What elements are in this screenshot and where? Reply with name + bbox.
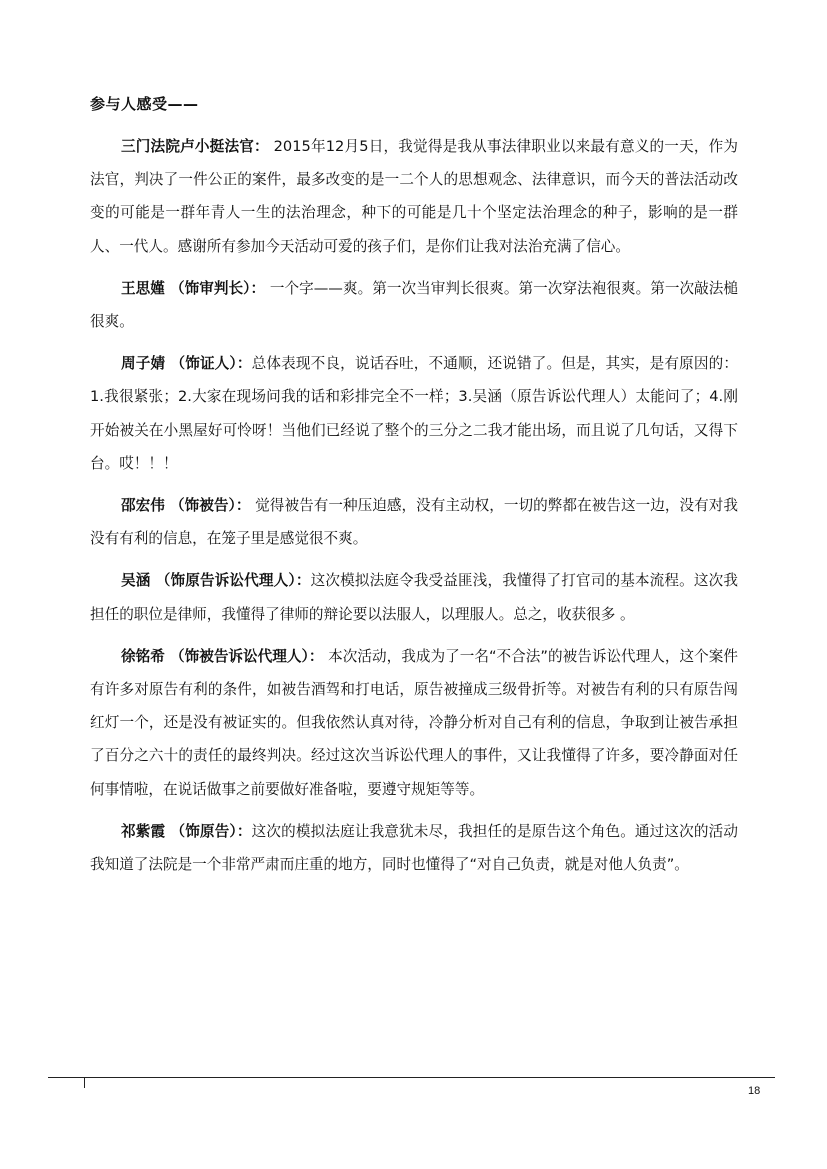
- testimonial-paragraph: [90, 130, 738, 263]
- testimonial-paragraph: [90, 564, 738, 630]
- speaker-name: 周子婧 （饰证人）：: [121, 355, 252, 373]
- testimonial-text: 这次的模拟法庭让我意犹未尽，我担任的是原告这个角色。通过这次的活动我知道了法院是一个非常严肃而庄重的地方，同时也懂得了“对自己负责，就是对他人负责”。: [90, 822, 738, 874]
- speaker-name: 祁紫霞 （饰原告）：: [121, 822, 252, 840]
- speaker-name: 三门法院卢小挺法官：: [121, 138, 269, 155]
- testimonial-text: 一个字——爽。第一次当审判长很爽。第一次穿法袍很爽。第一次敲法槌很爽。: [90, 279, 738, 331]
- testimonials: [90, 130, 738, 890]
- testimonial-text: 本次活动，我成为了一名“不合法”的被告诉讼代理人，这个案件有许多对原告有利的条件，如被告酒驾和打电话，原告被撞成三级骨折等。对被告有利的只有原告闯红灯一个，还是没有被证实的。但我依然认真对待，冷静分析对自己有利的信息，争取到让被告承担了百分之六十的责任的最终判决。经过这次当诉讼代理人的事件，又让我懂得了许多，要冷静面对任何事情啦，在说话做事之前要做好准备啦，要遵守规矩等等。: [90, 647, 738, 798]
- testimonial-paragraph: [90, 489, 738, 555]
- testimonial-text: 总体表现不良，说话吞吐，不通顺，还说错了。但是，其实，是有原因的： 1.我很紧张；2.大家在现场问我的话和彩排完全不一样；3.吴涵（原告诉讼代理人）太能问了；4.刚开始被关在小黑屋好可怜呀！当他们已经说了整个的三分之二我才能出场，而且说了几句话，又得下台。哎！！！: [90, 355, 738, 472]
- footer-divider: [48, 1077, 775, 1078]
- testimonial-paragraph: [90, 640, 738, 806]
- page-number: 18: [748, 1085, 761, 1097]
- footer-tick-mark: [84, 1078, 85, 1088]
- speaker-name: 邵宏伟 （饰被告）：: [121, 497, 251, 515]
- testimonial-paragraph: [90, 815, 738, 881]
- speaker-name: 王思嫤 （饰审判长）：: [121, 279, 266, 297]
- speaker-name: 徐铭希 （饰被告诉讼代理人）：: [121, 647, 324, 665]
- speaker-name: 吴涵 （饰原告诉讼代理人）：: [121, 572, 311, 590]
- testimonial-text: 觉得被告有一种压迫感，没有主动权，一切的弊都在被告这一边，没有对我没有有利的信息，在笼子里是感觉很不爽。: [90, 497, 738, 548]
- section-heading: 参与人感受——: [90, 95, 199, 113]
- testimonial-paragraph: [90, 272, 738, 338]
- testimonial-paragraph: [90, 347, 738, 480]
- testimonial-text: 2015年12月5日，我觉得是我从事法律职业以来最有意义的一天，作为法官，判决了一件公正的案件，最多改变的是一二个人的思想观念、法律意识，而今天的普法活动改变的可能是一群年青人一生的法治理念，种下的可能是几十个坚定法治理念的种子，影响的是一群人、一代人。感谢所有参加今天活动可爱的孩子们，是你们让我对法治充满了信心。: [90, 138, 738, 255]
- testimonial-text: 这次模拟法庭令我受益匪浅，我懂得了打官司的基本流程。这次我担任的职位是律师，我懂得了律师的辩论要以法服人，以理服人。总之，收获很多 。: [90, 572, 738, 623]
